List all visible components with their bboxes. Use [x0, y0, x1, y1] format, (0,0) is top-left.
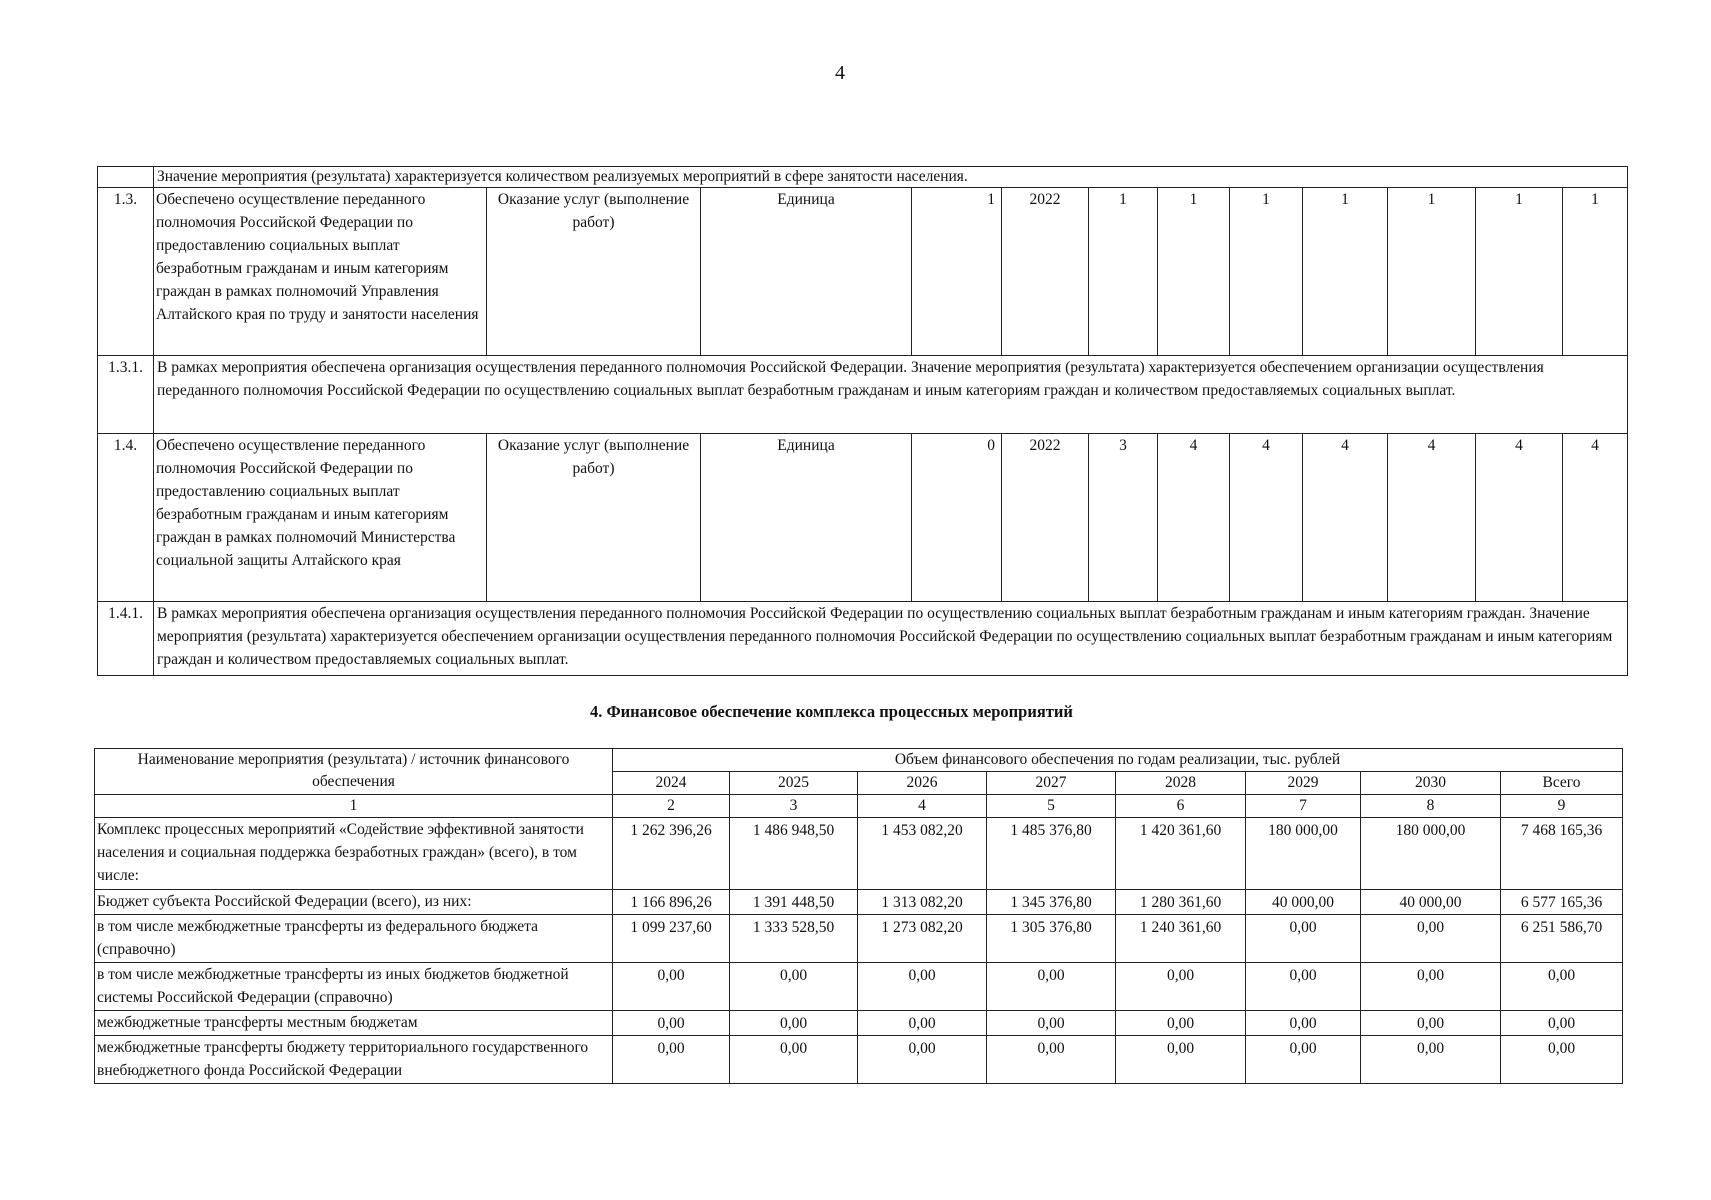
amount-cell: 0,00 [1116, 963, 1246, 1011]
amount-cell: 0,00 [730, 1011, 858, 1036]
source-name-cell: межбюджетные трансферты местным бюджетам [95, 1011, 613, 1036]
amount-cell: 180 000,00 [1246, 818, 1361, 890]
row-number-cell: 1.3.1. [98, 356, 154, 434]
amount-cell: 0,00 [730, 963, 858, 1011]
measures-table [97, 166, 1628, 676]
column-number-row [95, 795, 1623, 818]
total-amount-cell: 6 251 586,70 [1501, 915, 1623, 963]
value-cell: 1 [1303, 188, 1388, 356]
value-cell: 1 [1476, 188, 1563, 356]
year-header: 2026 [858, 772, 987, 795]
amount-cell: 1 485 376,80 [987, 818, 1116, 890]
value-cell: 1 [1230, 188, 1303, 356]
amount-cell: 0,00 [613, 963, 730, 1011]
row-number-cell: 1.3. [98, 188, 154, 356]
value-cell: 4 [1563, 434, 1628, 602]
unit-cell: Единица [701, 434, 912, 602]
table-row [98, 434, 1628, 602]
column-number: 5 [987, 795, 1116, 818]
header-row [95, 749, 1623, 772]
value-cell: 4 [1303, 434, 1388, 602]
amount-cell: 1 453 082,20 [858, 818, 987, 890]
measure-name-cell: Обеспечено осуществление переданного полномочия Российской Федерации по предоставлению социальных выплат безработным гражданам и иным категориям граждан в рамках полномочий Управления Алтайского края по труду и занятости населения [154, 188, 487, 356]
year-header: 2028 [1116, 772, 1246, 795]
table-row [98, 188, 1628, 356]
amount-cell: 0,00 [1361, 963, 1501, 1011]
source-name-cell: межбюджетные трансферты бюджету территориального государственного внебюджетного фонда Российской Федерации [95, 1036, 613, 1084]
total-amount-cell: 7 468 165,36 [1501, 818, 1623, 890]
amount-cell: 1 333 528,50 [730, 915, 858, 963]
amount-cell: 40 000,00 [1361, 890, 1501, 915]
amount-cell: 1 305 376,80 [987, 915, 1116, 963]
value-cell: 1 [1388, 188, 1476, 356]
column-number: 9 [1501, 795, 1623, 818]
total-amount-cell: 0,00 [1501, 963, 1623, 1011]
amount-cell: 1 345 376,80 [987, 890, 1116, 915]
amount-cell: 1 262 396,26 [613, 818, 730, 890]
amount-cell: 0,00 [858, 1011, 987, 1036]
value-cell: 1 [1563, 188, 1628, 356]
amount-cell: 0,00 [858, 1036, 987, 1084]
amount-cell: 180 000,00 [1361, 818, 1501, 890]
value-cell: 1 [1158, 188, 1230, 356]
amount-cell: 0,00 [1246, 963, 1361, 1011]
base-year-cell: 2022 [1002, 188, 1089, 356]
row-number-cell: 1.4.1. [98, 602, 154, 676]
source-name-cell: Бюджет субъекта Российской Федерации (всего), из них: [95, 890, 613, 915]
amount-cell: 0,00 [1361, 915, 1501, 963]
financing-table [94, 748, 1623, 1084]
column-number: 2 [613, 795, 730, 818]
table-row [95, 890, 1623, 915]
table-row [95, 915, 1623, 963]
amount-cell: 1 420 361,60 [1116, 818, 1246, 890]
base-value-cell: 0 [912, 434, 1002, 602]
table-row [95, 963, 1623, 1011]
source-name-cell: Комплекс процессных мероприятий «Содействие эффективной занятости населения и социальная поддержка безработных граждан» (всего), в том числе: [95, 818, 613, 890]
base-value-cell: 1 [912, 188, 1002, 356]
value-cell: 4 [1388, 434, 1476, 602]
amount-cell: 0,00 [1246, 1011, 1361, 1036]
unit-cell: Единица [701, 188, 912, 356]
amount-cell: 0,00 [1246, 915, 1361, 963]
amount-cell: 1 391 448,50 [730, 890, 858, 915]
column-number: 1 [95, 795, 613, 818]
amount-cell: 0,00 [613, 1011, 730, 1036]
table-row [95, 1036, 1623, 1084]
amount-cell: 40 000,00 [1246, 890, 1361, 915]
description-cell: В рамках мероприятия обеспечена организация осуществления переданного полномочия Российской Федерации по осуществлению социальных выплат безработным гражданам и иным категориям граждан. Значение мероприятия (результата) характеризуется обеспечением организации осуществления переданного полномочия Российской Федерации по осуществлению социальных выплат безработным гражданам и иным категориям граждан и количеством предоставляемых социальных выплат. [154, 602, 1628, 676]
amount-cell: 0,00 [987, 1036, 1116, 1084]
measure-name-cell: Обеспечено осуществление переданного полномочия Российской Федерации по предоставлению социальных выплат безработным гражданам и иным категориям граждан в рамках полномочий Министерства социальной защиты Алтайского края [154, 434, 487, 602]
amount-cell: 1 273 082,20 [858, 915, 987, 963]
amount-cell: 0,00 [1116, 1036, 1246, 1084]
year-header: 2029 [1246, 772, 1361, 795]
column-number: 6 [1116, 795, 1246, 818]
total-amount-cell: 6 577 165,36 [1501, 890, 1623, 915]
year-header: 2024 [613, 772, 730, 795]
amount-cell: 0,00 [1361, 1011, 1501, 1036]
header-name-cell: Наименование мероприятия (результата) / источник финансового обеспечения [95, 749, 613, 795]
amount-cell: 0,00 [1246, 1036, 1361, 1084]
amount-cell: 1 240 361,60 [1116, 915, 1246, 963]
column-number: 3 [730, 795, 858, 818]
year-header: 2025 [730, 772, 858, 795]
amount-cell: 0,00 [613, 1036, 730, 1084]
amount-cell: 1 166 896,26 [613, 890, 730, 915]
value-cell: 3 [1089, 434, 1158, 602]
amount-cell: 1 280 361,60 [1116, 890, 1246, 915]
amount-cell: 1 486 948,50 [730, 818, 858, 890]
description-cell: В рамках мероприятия обеспечена организация осуществления переданного полномочия Российской Федерации. Значение мероприятия (результата) характеризуется обеспечением организации осуществления переданного полномочия Российской Федерации по осуществлению социальных выплат безработным гражданам и иным категориям граждан и количеством предоставляемых социальных выплат. [154, 356, 1628, 434]
total-amount-cell: 0,00 [1501, 1011, 1623, 1036]
value-cell: 1 [1089, 188, 1158, 356]
page-number: 4 [835, 62, 845, 84]
row-number-cell [98, 167, 154, 188]
table-row [98, 602, 1628, 676]
table-row [98, 356, 1628, 434]
year-header: 2027 [987, 772, 1116, 795]
amount-cell: 0,00 [987, 1011, 1116, 1036]
source-name-cell: в том числе межбюджетные трансферты из иных бюджетов бюджетной системы Российской Федерации (справочно) [95, 963, 613, 1011]
measure-type-cell: Оказание услуг (выполнение работ) [487, 434, 701, 602]
amount-cell: 1 313 082,20 [858, 890, 987, 915]
amount-cell: 0,00 [987, 963, 1116, 1011]
row-number-cell: 1.4. [98, 434, 154, 602]
amount-cell: 0,00 [1116, 1011, 1246, 1036]
table-row [95, 1011, 1623, 1036]
value-cell: 4 [1476, 434, 1563, 602]
amount-cell: 0,00 [1361, 1036, 1501, 1084]
measure-type-cell: Оказание услуг (выполнение работ) [487, 188, 701, 356]
column-number: 4 [858, 795, 987, 818]
total-header: Всего [1501, 772, 1623, 795]
header-group-cell: Объем финансового обеспечения по годам реализации, тыс. рублей [613, 749, 1623, 772]
total-amount-cell: 0,00 [1501, 1036, 1623, 1084]
section-title: 4. Финансовое обеспечение комплекса процессных мероприятий [590, 702, 1073, 721]
table-row [98, 167, 1628, 188]
table-row [95, 818, 1623, 890]
column-number: 7 [1246, 795, 1361, 818]
amount-cell: 0,00 [730, 1036, 858, 1084]
value-cell: 4 [1158, 434, 1230, 602]
value-cell: 4 [1230, 434, 1303, 602]
source-name-cell: в том числе межбюджетные трансферты из федерального бюджета (справочно) [95, 915, 613, 963]
year-header: 2030 [1361, 772, 1501, 795]
column-number: 8 [1361, 795, 1501, 818]
amount-cell: 0,00 [858, 963, 987, 1011]
note-cell: Значение мероприятия (результата) характеризуется количеством реализуемых мероприятий в сфере занятости населения. [154, 167, 1628, 188]
amount-cell: 1 099 237,60 [613, 915, 730, 963]
base-year-cell: 2022 [1002, 434, 1089, 602]
